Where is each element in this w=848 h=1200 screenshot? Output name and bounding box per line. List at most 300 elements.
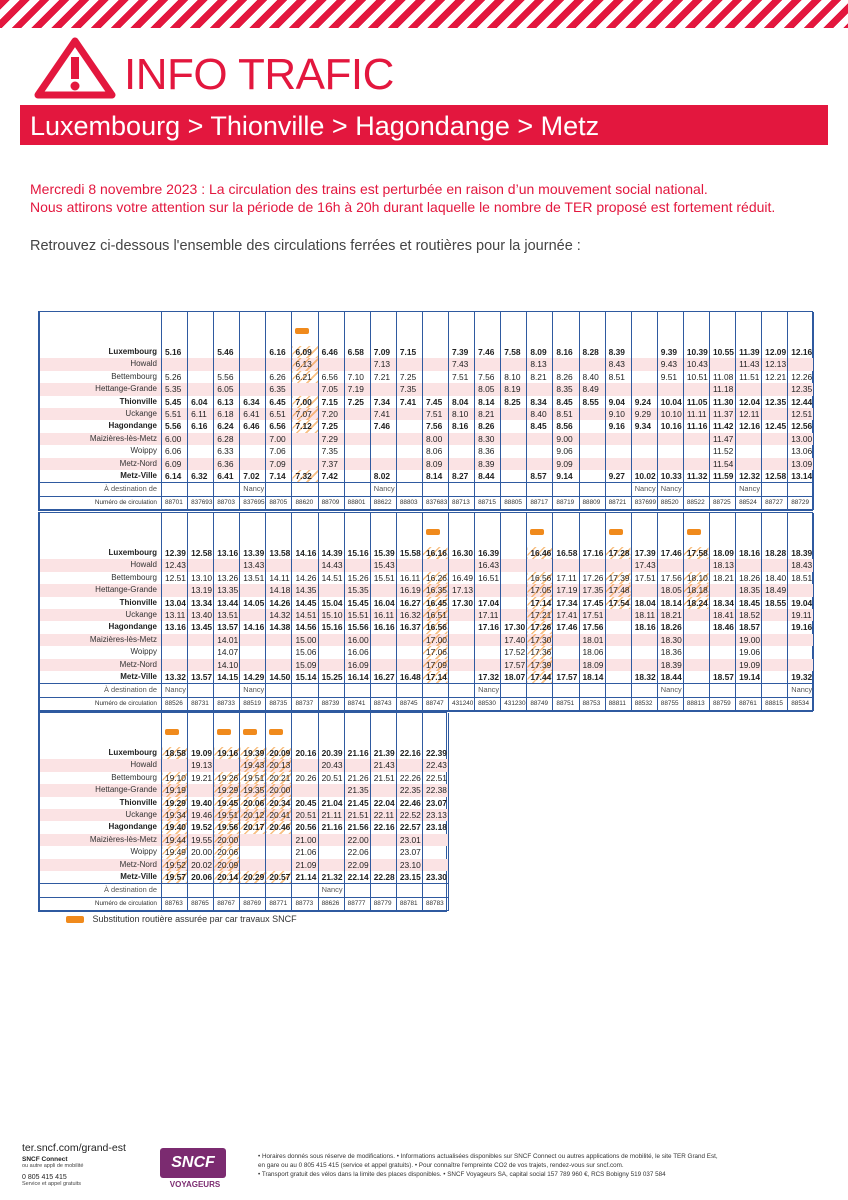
time-cell: 7.10 <box>344 371 370 383</box>
station-row <box>40 859 449 871</box>
destination-row <box>40 884 449 897</box>
train-number-cell: 431230 <box>501 697 527 710</box>
time-cell: 13.57 <box>188 671 214 684</box>
connect-label: SNCF Connect <box>22 1156 68 1163</box>
time-cell: 14.11 <box>266 572 292 584</box>
time-cell: 17.56 <box>579 621 605 633</box>
time-cell <box>683 659 709 671</box>
time-cell <box>631 433 657 445</box>
phone: 0 805 415 415 <box>22 1174 67 1181</box>
train-number-cell: 88747 <box>422 697 448 710</box>
station-name: Hagondange <box>40 621 162 633</box>
destination-cell <box>631 684 657 697</box>
train-number-cell: 88715 <box>475 496 501 509</box>
destination-cell <box>579 684 605 697</box>
time-cell: 12.21 <box>762 371 788 383</box>
time-cell: 12.16 <box>788 346 814 358</box>
time-cell: 10.02 <box>631 470 657 483</box>
time-cell <box>240 433 266 445</box>
time-cell <box>788 634 814 646</box>
train-header-cell <box>475 312 501 336</box>
station-row <box>40 834 449 846</box>
train-number-cell: 88771 <box>266 897 292 910</box>
time-cell <box>501 572 527 584</box>
timetable-1 <box>38 311 813 511</box>
station-row <box>40 445 814 457</box>
time-cell: 7.05 <box>318 383 344 395</box>
time-cell <box>631 634 657 646</box>
time-cell <box>709 634 735 646</box>
time-cell <box>292 784 318 796</box>
time-cell: 16.19 <box>396 584 422 596</box>
time-cell <box>683 646 709 658</box>
time-cell <box>266 846 292 858</box>
time-cell <box>188 784 214 796</box>
train-header-cell <box>422 713 448 737</box>
station-row <box>40 809 449 821</box>
time-cell <box>188 371 214 383</box>
train-header-cell <box>657 513 683 537</box>
time-cell: 21.26 <box>344 772 370 784</box>
time-cell: 18.57 <box>709 671 735 684</box>
time-cell: 13.14 <box>788 470 814 483</box>
time-cell <box>266 634 292 646</box>
time-cell: 6.51 <box>266 408 292 420</box>
station-name: Thionville <box>40 597 162 609</box>
train-number-label: Numéro de circulation <box>40 697 162 710</box>
time-cell: 19.16 <box>214 747 240 759</box>
time-cell: 16.45 <box>422 597 448 609</box>
train-number-cell: 88753 <box>579 697 605 710</box>
time-cell: 11.08 <box>709 371 735 383</box>
time-cell <box>370 659 396 671</box>
time-cell <box>631 445 657 457</box>
time-cell: 9.24 <box>631 396 657 408</box>
time-cell <box>736 433 762 445</box>
time-cell: 16.56 <box>527 572 553 584</box>
spacer-cell <box>736 336 762 346</box>
time-cell <box>188 346 214 358</box>
time-cell <box>579 445 605 457</box>
time-cell <box>370 834 396 846</box>
train-number-cell: 88755 <box>657 697 683 710</box>
time-cell <box>396 458 422 470</box>
spacer-cell <box>162 737 188 747</box>
time-cell: 8.25 <box>501 396 527 408</box>
destination-cell <box>162 884 188 897</box>
time-cell: 8.09 <box>527 346 553 358</box>
time-cell <box>396 408 422 420</box>
station-name: Howald <box>40 759 162 771</box>
spacer-cell <box>762 336 788 346</box>
time-cell <box>292 759 318 771</box>
train-number-cell: 837693 <box>188 496 214 509</box>
time-cell: 14.26 <box>266 597 292 609</box>
time-cell <box>318 358 344 370</box>
time-cell <box>370 784 396 796</box>
train-header-cell <box>292 513 318 537</box>
spacer-cell <box>188 537 214 547</box>
time-cell: 13.40 <box>188 609 214 621</box>
station-name: Uckange <box>40 809 162 821</box>
warning-icon <box>34 37 116 99</box>
train-header-cell <box>188 713 214 737</box>
spacer-cell <box>396 537 422 547</box>
time-cell: 15.14 <box>292 671 318 684</box>
train-header-cell <box>501 513 527 537</box>
time-cell: 23.30 <box>422 871 448 884</box>
destination-cell <box>605 684 631 697</box>
time-cell: 20.14 <box>214 871 240 884</box>
destination-cell <box>579 483 605 496</box>
station-row <box>40 621 814 633</box>
time-cell <box>422 834 448 846</box>
time-cell: 16.37 <box>396 621 422 633</box>
time-cell <box>605 659 631 671</box>
time-cell: 11.52 <box>709 445 735 457</box>
time-cell <box>553 659 579 671</box>
time-cell: 19.57 <box>162 871 188 884</box>
time-cell: 8.39 <box>605 346 631 358</box>
time-cell: 18.14 <box>657 597 683 609</box>
train-number-cell: 88620 <box>292 496 318 509</box>
train-header-cell <box>579 513 605 537</box>
destination-cell <box>683 684 709 697</box>
time-cell: 15.04 <box>318 597 344 609</box>
time-cell: 10.51 <box>683 371 709 383</box>
spacer-cell <box>240 336 266 346</box>
time-cell <box>240 383 266 395</box>
bus-icon <box>609 529 623 535</box>
time-cell: 23.07 <box>396 846 422 858</box>
time-cell: 13.58 <box>266 547 292 559</box>
spacer-cell <box>344 537 370 547</box>
time-cell <box>475 659 501 671</box>
time-cell <box>370 584 396 596</box>
time-cell: 8.10 <box>449 408 475 420</box>
time-cell <box>631 358 657 370</box>
time-cell: 12.44 <box>788 396 814 408</box>
time-cell: 13.16 <box>162 621 188 633</box>
time-cell: 17.09 <box>422 659 448 671</box>
time-cell <box>762 671 788 684</box>
time-cell: 15.10 <box>318 609 344 621</box>
station-row <box>40 784 449 796</box>
time-cell <box>762 458 788 470</box>
time-cell: 8.26 <box>553 371 579 383</box>
time-cell: 8.45 <box>553 396 579 408</box>
time-cell: 14.10 <box>214 659 240 671</box>
time-cell: 21.35 <box>344 784 370 796</box>
time-cell <box>683 671 709 684</box>
time-cell <box>553 634 579 646</box>
time-cell: 20.06 <box>214 846 240 858</box>
time-cell: 17.52 <box>501 646 527 658</box>
time-cell: 12.32 <box>736 470 762 483</box>
time-cell: 16.16 <box>422 547 448 559</box>
station-name: Metz-Ville <box>40 470 162 483</box>
train-number-cell: 88520 <box>657 496 683 509</box>
time-cell: 8.16 <box>449 420 475 432</box>
train-number-cell: 88733 <box>214 697 240 710</box>
spacer-cell <box>788 537 814 547</box>
time-cell: 19.11 <box>788 609 814 621</box>
time-cell <box>788 646 814 658</box>
time-cell: 19.52 <box>162 859 188 871</box>
train-header-cell <box>266 713 292 737</box>
destination-row <box>40 684 814 697</box>
time-cell <box>762 408 788 420</box>
time-cell <box>631 371 657 383</box>
time-cell: 7.46 <box>370 420 396 432</box>
time-cell: 19.49 <box>162 846 188 858</box>
time-cell: 18.57 <box>736 621 762 633</box>
time-cell: 18.39 <box>657 659 683 671</box>
spacer-cell <box>657 336 683 346</box>
time-cell: 8.14 <box>475 396 501 408</box>
destination-cell <box>214 483 240 496</box>
station-row <box>40 408 814 420</box>
train-header-cell <box>396 713 422 737</box>
time-cell <box>736 445 762 457</box>
time-cell: 20.06 <box>188 871 214 884</box>
legend <box>66 914 297 924</box>
time-cell: 19.40 <box>188 797 214 809</box>
destination-cell <box>553 483 579 496</box>
time-cell <box>318 634 344 646</box>
time-cell: 6.28 <box>214 433 240 445</box>
time-cell: 17.16 <box>475 621 501 633</box>
time-cell: 16.27 <box>370 671 396 684</box>
time-cell: 8.45 <box>527 420 553 432</box>
time-cell: 17.58 <box>683 547 709 559</box>
train-number-row <box>40 897 449 910</box>
time-cell: 14.15 <box>214 671 240 684</box>
header-row <box>40 513 814 537</box>
time-cell: 7.58 <box>501 346 527 358</box>
time-cell: 19.43 <box>240 759 266 771</box>
train-number-label: Numéro de circulation <box>40 897 162 910</box>
logo-sub: VOYAGEURS <box>169 1180 221 1189</box>
time-cell: 6.13 <box>292 358 318 370</box>
time-cell: 21.51 <box>344 809 370 821</box>
time-cell: 13.19 <box>188 584 214 596</box>
time-cell: 17.04 <box>475 597 501 609</box>
destination-cell: Nancy <box>788 684 814 697</box>
time-cell: 9.10 <box>605 408 631 420</box>
time-cell <box>605 609 631 621</box>
time-cell: 7.21 <box>370 371 396 383</box>
time-cell: 13.35 <box>214 584 240 596</box>
destination-cell: Nancy <box>631 483 657 496</box>
time-cell: 6.33 <box>214 445 240 457</box>
time-cell <box>188 445 214 457</box>
destination-cell <box>214 884 240 897</box>
time-cell: 9.43 <box>657 358 683 370</box>
time-cell <box>396 470 422 483</box>
train-header-cell <box>292 312 318 336</box>
time-cell: 12.51 <box>788 408 814 420</box>
time-cell: 14.05 <box>240 597 266 609</box>
time-cell <box>605 559 631 571</box>
train-header-cell <box>344 312 370 336</box>
spacer-row <box>40 336 814 346</box>
destination-cell <box>683 483 709 496</box>
time-cell: 16.27 <box>396 597 422 609</box>
time-cell <box>501 547 527 559</box>
time-cell: 16.58 <box>553 547 579 559</box>
time-cell <box>553 559 579 571</box>
time-cell: 16.49 <box>449 572 475 584</box>
time-cell: 6.24 <box>214 420 240 432</box>
time-cell: 6.18 <box>214 408 240 420</box>
time-cell: 17.57 <box>553 671 579 684</box>
station-row <box>40 371 814 383</box>
time-cell: 22.09 <box>344 859 370 871</box>
train-number-row <box>40 496 814 509</box>
time-cell <box>501 358 527 370</box>
time-cell: 10.10 <box>657 408 683 420</box>
time-cell: 8.13 <box>527 358 553 370</box>
time-cell: 22.04 <box>370 797 396 809</box>
train-header-cell <box>344 713 370 737</box>
time-cell <box>240 834 266 846</box>
destination-cell <box>240 884 266 897</box>
train-header-cell <box>266 513 292 537</box>
time-cell: 12.39 <box>162 547 188 559</box>
time-cell: 7.25 <box>344 396 370 408</box>
time-cell <box>396 559 422 571</box>
time-cell <box>788 584 814 596</box>
time-cell: 18.11 <box>631 609 657 621</box>
time-cell <box>762 445 788 457</box>
time-cell: 16.39 <box>475 547 501 559</box>
header-row <box>40 713 449 737</box>
time-cell: 18.07 <box>501 671 527 684</box>
time-cell <box>605 433 631 445</box>
time-cell: 16.43 <box>475 559 501 571</box>
time-cell: 17.39 <box>631 547 657 559</box>
time-cell <box>214 358 240 370</box>
time-cell: 10.33 <box>657 470 683 483</box>
time-cell <box>631 584 657 596</box>
time-cell: 9.14 <box>553 470 579 483</box>
time-cell: 8.44 <box>475 470 501 483</box>
timetable-grid <box>39 312 814 510</box>
time-cell: 8.06 <box>422 445 448 457</box>
time-cell: 17.05 <box>527 584 553 596</box>
note-1: • Horaires donnés sous réserve de modifications. • Informations actualisées disponibles sur SNCF Connect ou autres applications de mobilité, le site TER Grand Est, en gare ou au 0 805 415 415 (service et appel gratuits). • Pour connaître l'empreinte CO2 de vos trajets, rendez-vous sur sncf.com. <box>258 1153 718 1169</box>
time-cell: 20.39 <box>318 747 344 759</box>
time-cell: 9.27 <box>605 470 631 483</box>
time-cell <box>683 559 709 571</box>
time-cell: 11.54 <box>709 458 735 470</box>
time-cell: 20.09 <box>214 859 240 871</box>
train-number-cell: 88767 <box>214 897 240 910</box>
station-name: Luxembourg <box>40 346 162 358</box>
train-header-cell <box>762 312 788 336</box>
time-cell: 17.48 <box>605 584 631 596</box>
destination-cell <box>344 483 370 496</box>
time-cell <box>605 671 631 684</box>
time-cell: 18.44 <box>657 671 683 684</box>
station-name: Maizières-lès-Metz <box>40 834 162 846</box>
header-stripes <box>0 0 848 28</box>
destination-label: À destination de <box>40 684 162 697</box>
spacer-cell <box>240 537 266 547</box>
destination-cell <box>736 684 762 697</box>
time-cell: 7.34 <box>370 396 396 408</box>
time-cell: 21.09 <box>292 859 318 871</box>
station-name: Hagondange <box>40 420 162 432</box>
time-cell: 18.40 <box>762 572 788 584</box>
station-row <box>40 396 814 408</box>
time-cell: 21.06 <box>292 846 318 858</box>
time-cell <box>709 584 735 596</box>
spacer-cell <box>318 336 344 346</box>
time-cell: 7.00 <box>292 396 318 408</box>
time-cell <box>162 659 188 671</box>
train-header-cell <box>266 312 292 336</box>
time-cell <box>318 646 344 658</box>
time-cell <box>370 634 396 646</box>
time-cell: 16.09 <box>344 659 370 671</box>
time-cell: 9.39 <box>657 346 683 358</box>
time-cell: 8.21 <box>527 371 553 383</box>
time-cell <box>318 859 344 871</box>
spacer-cell <box>449 336 475 346</box>
train-header-cell <box>683 312 709 336</box>
time-cell: 21.32 <box>318 871 344 884</box>
time-cell <box>318 834 344 846</box>
time-cell: 13.39 <box>240 547 266 559</box>
train-header-cell <box>527 513 553 537</box>
timetable-3 <box>38 712 447 912</box>
time-cell: 18.18 <box>683 584 709 596</box>
time-cell: 6.46 <box>240 420 266 432</box>
spacer-cell <box>422 737 448 747</box>
spacer-cell <box>553 336 579 346</box>
time-cell: 20.26 <box>292 772 318 784</box>
train-number-cell: 88735 <box>266 697 292 710</box>
station-row <box>40 547 814 559</box>
spacer-cell <box>240 737 266 747</box>
time-cell: 20.45 <box>292 797 318 809</box>
time-cell: 14.38 <box>266 621 292 633</box>
header-row <box>40 312 814 336</box>
time-cell: 20.56 <box>292 821 318 833</box>
time-cell: 10.04 <box>657 396 683 408</box>
time-cell <box>501 458 527 470</box>
time-cell: 17.26 <box>579 572 605 584</box>
time-cell: 21.14 <box>292 871 318 884</box>
time-cell: 21.04 <box>318 797 344 809</box>
time-cell <box>762 621 788 633</box>
time-cell: 8.49 <box>579 383 605 395</box>
time-cell <box>657 433 683 445</box>
time-cell: 7.14 <box>266 470 292 483</box>
time-cell <box>762 646 788 658</box>
destination-cell <box>605 483 631 496</box>
train-number-cell: 88781 <box>396 897 422 910</box>
destination-cell <box>422 884 448 897</box>
time-cell: 7.09 <box>370 346 396 358</box>
site-link[interactable]: ter.sncf.com/grand-est <box>22 1142 126 1154</box>
time-cell <box>736 383 762 395</box>
time-cell: 7.00 <box>266 433 292 445</box>
time-cell: 19.09 <box>736 659 762 671</box>
train-number-cell: 88725 <box>709 496 735 509</box>
